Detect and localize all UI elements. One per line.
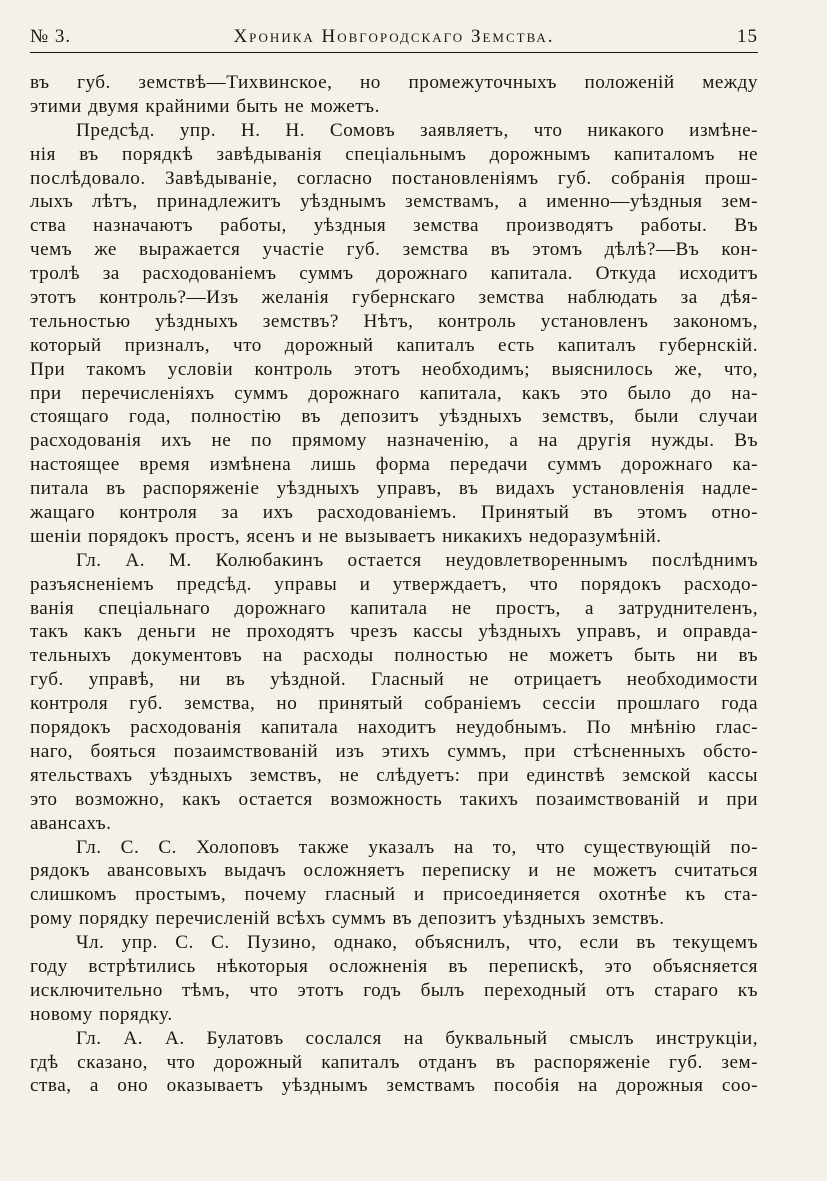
text-line: исключительно тѣмъ, что этотъ годъ былъ переходный отъ стараго къ xyxy=(30,979,758,1001)
text-line: При такомъ условіи контроль этотъ необходимъ; выяснилось же, что, xyxy=(30,358,758,380)
text-line: такъ какъ деньги не проходятъ чрезъ кассы уѣздныхъ управъ, и оправда- xyxy=(30,621,758,643)
header-rule xyxy=(30,52,758,53)
text-line: Гл. А. М. Колюбакинъ остается неудовлетвореннымъ послѣднимъ xyxy=(76,549,758,571)
text-line: разъясненіемъ предсѣд. управы и утверждаетъ, что порядокъ расходо- xyxy=(30,573,758,595)
body-text xyxy=(30,71,758,1098)
text-line: который призналъ, что дорожный капиталъ есть капиталъ губернскій. xyxy=(30,334,758,356)
text-line: при перечисленіяхъ суммъ дорожнаго капитала, какъ это было до на- xyxy=(30,382,758,404)
text-line: питала въ распоряженіе уѣздныхъ управъ, въ видахъ установленія надле- xyxy=(30,478,758,500)
text-line: это возможно, какъ остается возможность такихъ позаимствованій и при xyxy=(30,788,758,810)
text-line: ванія спеціальнаго дорожнаго капитала не простъ, а затруднителенъ, xyxy=(30,597,758,619)
text-line: Гл. С. С. Холоповъ также указалъ на то, что существующій по- xyxy=(76,836,758,858)
text-line: порядокъ расходованія капитала находитъ неудобнымъ. По мнѣнію глас- xyxy=(30,717,758,739)
text-line: ства назначаютъ работы, уѣздныя земства производятъ работы. Въ xyxy=(30,215,758,237)
issue-number: № 3. xyxy=(30,26,72,47)
text-line: году встрѣтились нѣкоторыя осложненія въ перепискѣ, это объясняется xyxy=(30,955,758,977)
running-header xyxy=(30,24,758,52)
text-line: чемъ же выражается участіе губ. земства въ этомъ дѣлѣ?—Въ кон- xyxy=(30,239,758,261)
text-line: новому порядку. xyxy=(30,1003,173,1025)
running-title: Хроника Новгородскаго Земства. xyxy=(233,26,555,47)
text-line: настоящее время измѣнена лишь форма передачи суммъ дорожнаго ка- xyxy=(30,454,758,476)
text-line: жащаго контроля за ихъ расходованіемъ. Принятый въ этомъ отно- xyxy=(30,502,758,524)
text-line: рому порядку перечисленій всѣхъ суммъ въ депозитъ уѣздныхъ земствъ. xyxy=(30,908,665,930)
text-line: авансахъ. xyxy=(30,812,112,834)
text-line: нія въ порядкѣ завѣдыванія спеціальнымъ дорожнымъ капиталомъ не xyxy=(30,143,758,165)
text-line: гдѣ сказано, что дорожный капиталъ отданъ въ распоряженіе губ. зем- xyxy=(30,1051,758,1073)
text-line: Предсѣд. упр. Н. Н. Сомовъ заявляетъ, что никакого измѣне- xyxy=(76,119,758,141)
text-line: ятельствахъ уѣздныхъ земствъ, не слѣдуетъ: при единствѣ земской кассы xyxy=(30,764,758,786)
text-line: лыхъ лѣтъ, принадлежитъ уѣзднымъ земствамъ, а именно—уѣздныя зем- xyxy=(30,191,758,213)
text-line: въ губ. земствѣ—Тихвинское, но промежуточныхъ положеній между xyxy=(30,72,758,93)
text-line: тельностью уѣздныхъ земствъ? Нѣтъ, контроль установленъ закономъ, xyxy=(30,310,758,332)
text-line: тельныхъ документовъ на расходы полностью не можетъ быть ни въ xyxy=(30,645,758,667)
page-number: 15 xyxy=(737,26,758,47)
text-line: Чл. упр. С. С. Пузино, однако, объяснилъ, что, если въ текущемъ xyxy=(76,932,758,954)
text-line: ства, а оно оказываетъ уѣзднымъ земствамъ пособія на дорожныя соо- xyxy=(30,1075,758,1097)
text-line: Гл. А. А. Булатовъ сослался на буквальный смыслъ инструкціи, xyxy=(76,1027,758,1049)
text-line: губ. управѣ, ни въ уѣздной. Гласный не отрицаетъ необходимости xyxy=(30,669,758,691)
text-line: расходованія ихъ не по прямому назначенію, а на другія нужды. Въ xyxy=(30,430,758,452)
text-line: этотъ контроль?—Изъ желанія губернскаго земства наблюдать за дѣя- xyxy=(30,287,758,309)
text-line: этими двумя крайними быть не можетъ. xyxy=(30,95,380,117)
text-line: наго, бояться позаимствованій изъ этихъ суммъ, при стѣсненныхъ обсто- xyxy=(30,740,758,762)
text-line: стоящаго года, полностію въ депозитъ уѣздныхъ земствъ, были случаи xyxy=(30,406,758,428)
text-line: тролѣ за расходованіемъ суммъ дорожнаго капитала. Откуда исходитъ xyxy=(30,263,758,285)
text-line: слишкомъ простымъ, почему гласный и присоединяется охотнѣе къ ста- xyxy=(30,884,758,906)
text-line: шеніи порядокъ простъ, ясенъ и не вызываетъ никакихъ недоразумѣній. xyxy=(30,525,662,547)
text-line: послѣдовало. Завѣдываніе, согласно постановленіямъ губ. собранія прош- xyxy=(30,167,758,189)
text-line: контроля губ. земства, но принятый собраніемъ сессіи прошлаго года xyxy=(30,693,758,715)
text-line: рядокъ авансовыхъ выдачъ осложняетъ переписку и не можетъ считаться xyxy=(30,860,758,882)
